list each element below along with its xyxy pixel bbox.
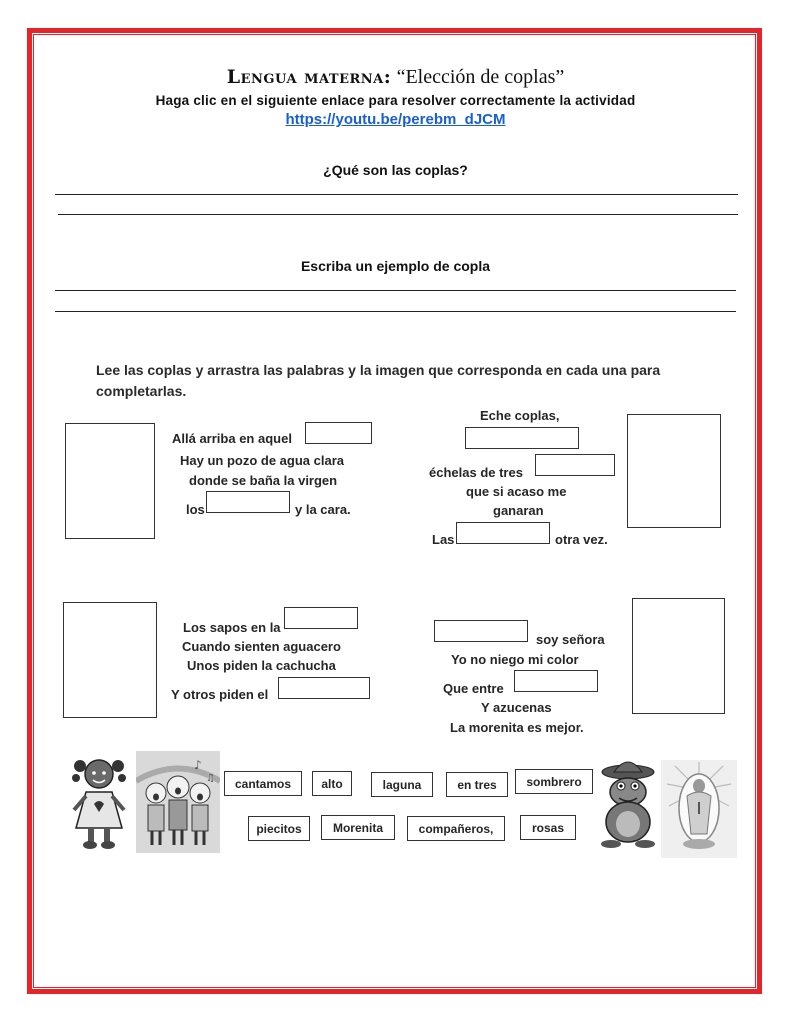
copla-line: Yo no niego mi color	[451, 652, 579, 667]
copla-line: soy señora	[536, 632, 605, 647]
word-drop-zone[interactable]	[514, 670, 598, 692]
copla-line: y la cara.	[295, 502, 351, 517]
header-instruction: Haga clic en el siguiente enlace para resolver correctamente la actividad	[155, 93, 636, 108]
subject-label: Lengua materna:	[226, 66, 392, 88]
word-tile[interactable]: alto	[312, 771, 352, 796]
word-drop-zone[interactable]	[456, 522, 550, 544]
image-drop-zone[interactable]	[627, 414, 721, 528]
answer-line	[55, 194, 738, 195]
frog-with-hat-icon[interactable]	[597, 758, 659, 850]
activity-name: “Elección de coplas”	[396, 66, 565, 88]
video-link[interactable]: https://youtu.be/perebm_dJCM	[285, 111, 506, 128]
answer-line	[55, 290, 736, 291]
word-drop-zone[interactable]	[278, 677, 370, 699]
word-tile[interactable]: Morenita	[321, 815, 395, 840]
answer-line	[55, 311, 736, 312]
svg-text:♪: ♪	[194, 758, 202, 772]
copla-line: donde se baña la virgen	[189, 473, 338, 488]
word-drop-zone[interactable]	[535, 454, 615, 476]
activity-instruction: Lee las coplas y arrastra las palabras y la imagen que corresponda en cada una para completarlas.	[96, 362, 661, 399]
copla-line: Los sapos en la	[183, 620, 281, 635]
copla-line: Y otros piden el	[171, 687, 269, 702]
word-drop-zone[interactable]	[284, 607, 358, 629]
question-what-are-coplas: ¿Qué son las coplas?	[323, 162, 468, 178]
image-drop-zone[interactable]	[65, 423, 155, 539]
word-drop-zone[interactable]	[206, 491, 290, 513]
copla-line: los	[186, 502, 205, 517]
word-tile[interactable]: sombrero	[515, 769, 593, 794]
copla-line: Eche coplas,	[480, 408, 560, 423]
word-drop-zone[interactable]	[465, 427, 579, 449]
virgin-figure-icon[interactable]	[661, 760, 737, 858]
word-tile[interactable]: laguna	[371, 772, 433, 797]
word-tile[interactable]: cantamos	[224, 771, 302, 796]
girl-doll-icon[interactable]	[68, 752, 130, 852]
worksheet-title	[0, 66, 791, 89]
word-drop-zone[interactable]	[434, 620, 528, 642]
copla-line: Y azucenas	[481, 700, 552, 715]
image-drop-zone[interactable]	[63, 602, 157, 718]
singing-children-icon[interactable]	[136, 751, 220, 853]
image-drop-zone[interactable]	[632, 598, 725, 714]
svg-text:♫: ♫	[206, 773, 215, 784]
copla-line: ganaran	[493, 503, 544, 518]
question-write-example: Escriba un ejemplo de copla	[300, 258, 491, 274]
word-tile[interactable]: piecitos	[248, 816, 310, 841]
copla-line: Hay un pozo de agua clara	[180, 453, 344, 468]
copla-line: Unos piden la cachucha	[187, 658, 336, 673]
copla-line: que si acaso me	[466, 484, 567, 499]
word-drop-zone[interactable]	[305, 422, 372, 444]
word-tile[interactable]: compañeros,	[407, 816, 505, 841]
copla-line: otra vez.	[555, 532, 608, 547]
copla-line: échelas de tres	[429, 465, 523, 480]
copla-line: Allá arriba en aquel	[172, 431, 292, 446]
answer-line	[58, 214, 738, 215]
copla-line: Cuando sienten aguacero	[182, 639, 341, 654]
word-tile[interactable]: en tres	[446, 772, 508, 797]
word-tile[interactable]: rosas	[520, 815, 576, 840]
copla-line: Las	[432, 532, 455, 547]
copla-line: Que entre	[443, 681, 504, 696]
copla-line: La morenita es mejor.	[450, 720, 584, 735]
